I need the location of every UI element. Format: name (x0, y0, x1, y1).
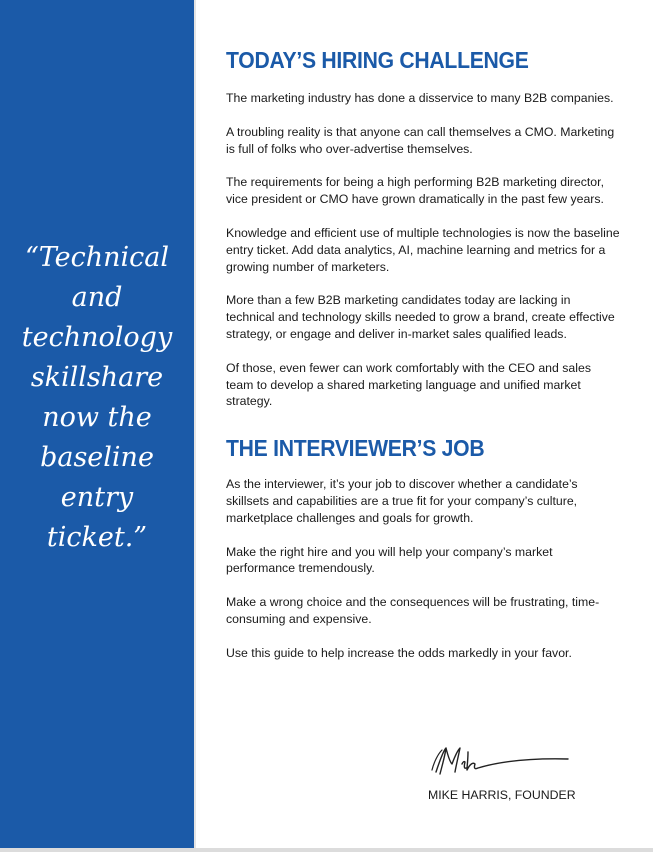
paragraph: A troubling reality is that anyone can call themselves a CMO. Marketing is full of folks who over-advertise themselves. (226, 124, 615, 156)
bottom-divider (0, 848, 653, 852)
sidebar-edge (194, 0, 196, 852)
quote-line: now the (42, 402, 152, 433)
paragraph: The requirements for being a high performing B2B marketing director, vice president or CMO have grown dramatically in the past few years. (226, 175, 604, 207)
section-heading-hiring-challenge: TODAY’S HIRING CHALLENGE (226, 47, 529, 73)
paragraph: As the interviewer, it’s your job to discover whether a candidate’s skillsets and capabilities are a true fit for your company’s culture, marketplace challenges and goals for growth. (226, 477, 578, 525)
quote-line: “Technical (24, 242, 170, 273)
quote-line: ticket.” (46, 522, 148, 553)
signature-image (428, 742, 578, 782)
main-content (226, 44, 621, 679)
quote-line: technology (21, 322, 173, 353)
quote-line: skillshare (30, 362, 164, 393)
paragraph: More than a few B2B marketing candidates today are lacking in technical and technology skills needed to grow a brand, create effective strategy, or engage and deliver in-market sales qualified leads. (226, 293, 615, 341)
paragraph: Make a wrong choice and the consequences will be frustrating, time-consuming and expensive. (226, 595, 600, 626)
paragraph: Knowledge and efficient use of multiple technologies is now the baseline entry ticket. Add data analytics, AI, machine learning and metrics for a growing number of marketers. (226, 225, 620, 274)
paragraph: Make the right hire and you will help your company’s market performance tremendously. (226, 544, 553, 576)
pull-quote (10, 238, 184, 558)
paragraph: The marketing industry has done a disservice to many B2B companies. (226, 91, 614, 105)
paragraph: Use this guide to help increase the odds markedly in your favor. (226, 645, 572, 660)
quote-line: baseline (40, 442, 154, 473)
section-heading-interviewers-job: THE INTERVIEWER’S JOB (226, 435, 485, 462)
quote-line: and (71, 282, 123, 313)
signer-name: MIKE HARRIS, FOUNDER (428, 788, 576, 802)
quote-line: entry (60, 482, 134, 513)
paragraph: Of those, even fewer can work comfortably with the CEO and sales team to develop a shared marketing language and unified market strategy. (226, 360, 591, 409)
